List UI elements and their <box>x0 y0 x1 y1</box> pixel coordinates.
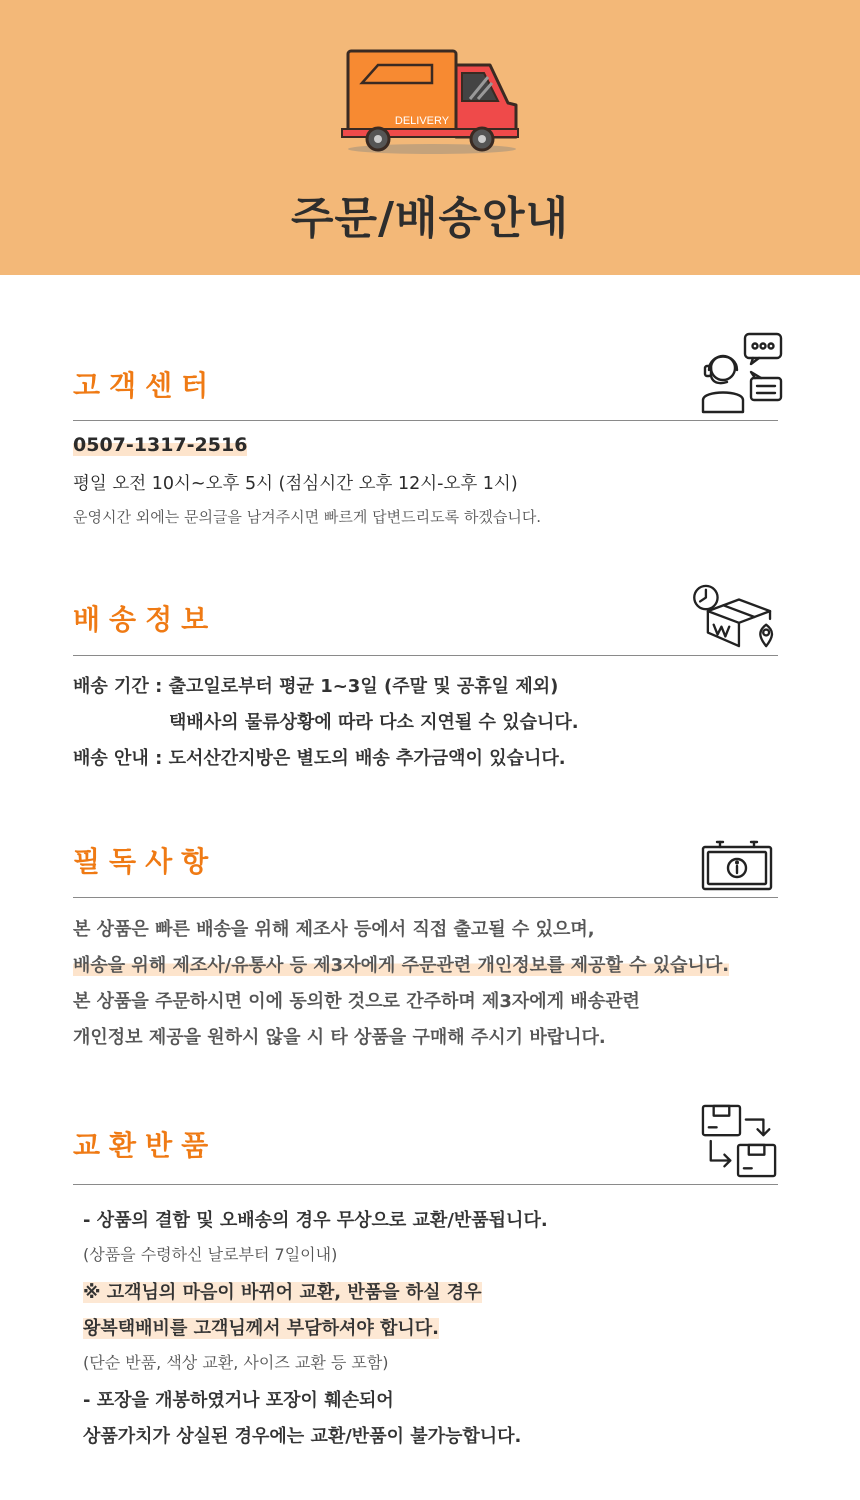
section-divider <box>73 420 778 421</box>
customer-center-section <box>73 330 778 530</box>
notice-line: 개인정보 제공을 원하시 않을 시 타 상품을 구매해 주시기 바랍니다. <box>73 1027 606 1048</box>
shipping-period-note: 택배사의 물류상황에 따라 다소 지연될 수 있습니다. <box>169 712 579 733</box>
exchange-return-section <box>73 1100 778 1460</box>
customer-support-icon <box>699 330 783 414</box>
policy-line: 상품가치가 상실된 경우에는 교환/반품이 불가능합니다. <box>83 1426 522 1447</box>
policy-line: - 상품의 결함 및 오배송의 경우 무상으로 교환/반품됩니다. <box>83 1210 548 1231</box>
section-title: 필독사항 <box>73 845 218 878</box>
section-title: 배송정보 <box>73 603 218 636</box>
notice-line-highlight: 배송을 위해 제조사/유통사 등 제3자에게 주문관련 개인정보를 제공할 수 있습니다. <box>73 955 730 976</box>
exchange-boxes-icon <box>701 1102 779 1180</box>
business-hours: 평일 오전 10시~오후 5시 (점심시간 오후 12시-오후 1시) <box>73 474 518 494</box>
hours-note: 운영시간 외에는 문의글을 남겨주시면 빠르게 답변드리도록 하겠습니다. <box>73 508 542 526</box>
info-board-icon <box>701 839 773 891</box>
shipping-info-section <box>73 580 778 780</box>
page-header <box>0 0 860 275</box>
policy-line-highlight: ※ 고객님의 마음이 바뀌어 교환, 반품을 하실 경우 <box>83 1282 482 1303</box>
delivery-box-icon <box>691 582 783 650</box>
policy-note: (단순 반품, 색상 교환, 사이즈 교환 등 포함) <box>83 1353 389 1372</box>
must-read-section <box>73 835 778 1055</box>
notice-line: 본 상품은 빠른 배송을 위해 제조사 등에서 직접 출고될 수 있으며, <box>73 919 595 940</box>
delivery-truck-icon <box>340 45 520 160</box>
notice-line: 본 상품을 주문하시면 이에 동의한 것으로 간주하며 제3자에게 배송관련 <box>73 991 640 1012</box>
shipping-guide: 배송 안내 : 도서산간지방은 별도의 배송 추가금액이 있습니다. <box>73 748 566 769</box>
section-divider <box>73 897 778 898</box>
truck-label: DELIVERY <box>394 115 450 127</box>
shipping-period: 배송 기간 : 출고일로부터 평균 1~3일 (주말 및 공휴일 제외) <box>73 676 559 697</box>
policy-line: - 포장을 개봉하였거나 포장이 훼손되어 <box>83 1390 394 1411</box>
phone-number: 0507-1317-2516 <box>73 434 248 456</box>
section-divider <box>73 1184 778 1185</box>
page-title: 주문/배송안내 <box>290 193 570 244</box>
section-divider <box>73 655 778 656</box>
section-title: 고객센터 <box>73 369 218 402</box>
policy-note: (상품을 수령하신 날로부터 7일이내) <box>83 1245 338 1264</box>
section-title: 교환반품 <box>73 1129 218 1162</box>
policy-line-highlight: 왕복택배비를 고객님께서 부담하셔야 합니다. <box>83 1318 440 1339</box>
